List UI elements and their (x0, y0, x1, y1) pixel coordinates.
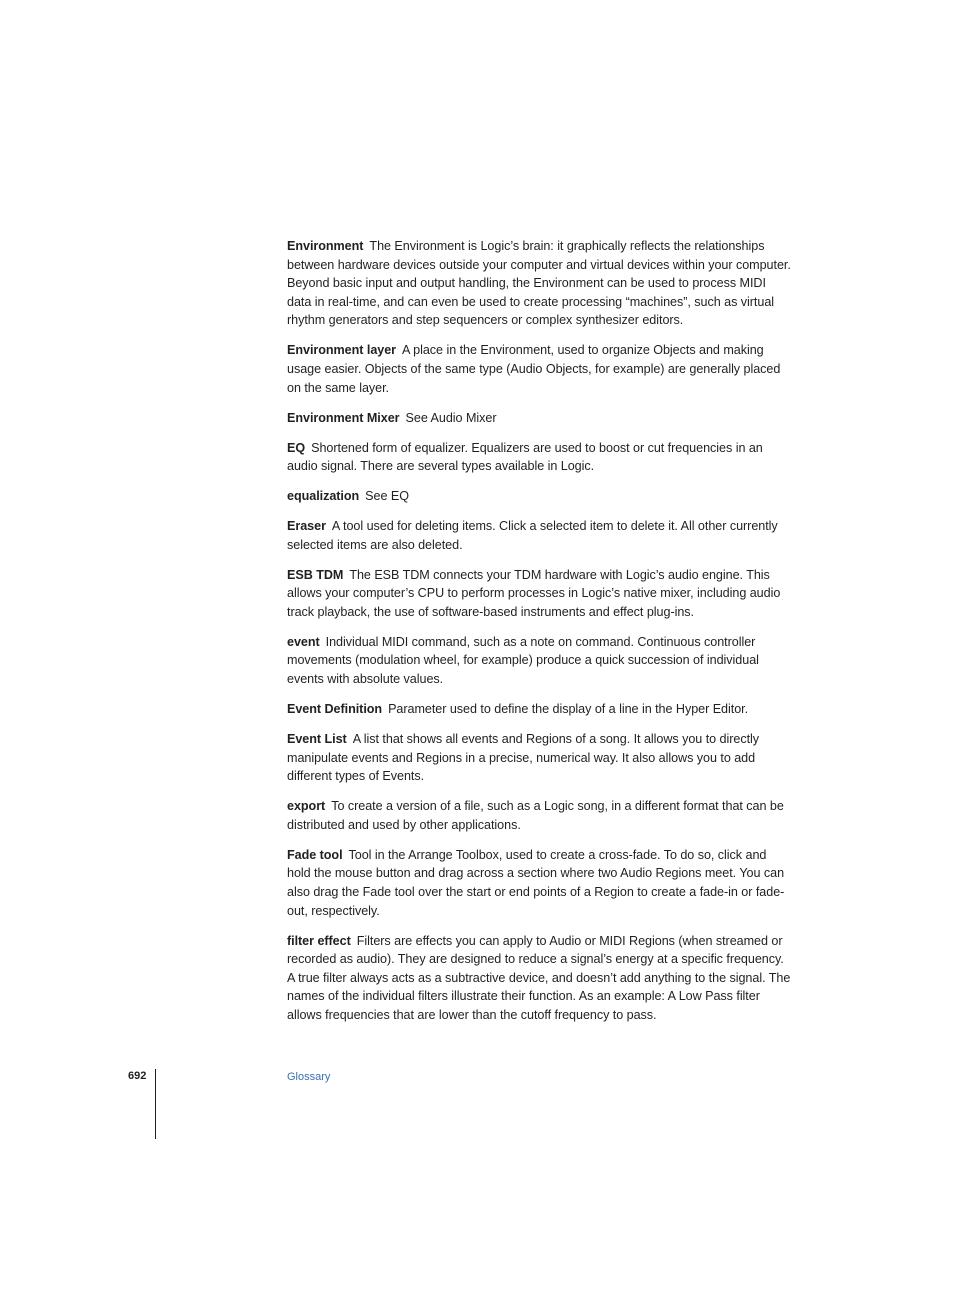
glossary-entry-equalization (287, 487, 793, 506)
glossary-term: Environment Mixer (287, 410, 400, 425)
glossary-term: export (287, 799, 326, 814)
glossary-entry-eq (287, 439, 793, 476)
glossary-definition: Shortened form of equalizer. Equalizers are used to boost or cut frequencies in an audio signal. There are several types available in Logic. (287, 440, 763, 474)
glossary-term: Environment layer (287, 343, 397, 358)
glossary-definition: See EQ (365, 489, 409, 504)
glossary-term: Event Definition (287, 702, 383, 716)
glossary-entry-event-definition (287, 700, 793, 719)
glossary-content (287, 237, 793, 1036)
glossary-definition: A place in the Environment, used to organize Objects and making usage easier. Objects of the same type (Audio Objects, for example) are generally placed on the same layer. (287, 343, 781, 395)
page-number: 692 (128, 1070, 147, 1082)
glossary-term: EQ (287, 440, 306, 455)
glossary-definition: A tool used for deleting items. Click a selected item to delete it. All other currently selected items are also deleted. (287, 519, 778, 552)
glossary-term: ESB TDM (287, 567, 344, 582)
footer-divider (155, 1069, 156, 1139)
glossary-entry-export (287, 797, 793, 834)
glossary-definition: A list that shows all events and Regions of a song. It allows you to directly manipulate events and Regions in a precise, numerical way. It also allows you to add different types of Events. (287, 731, 760, 784)
glossary-entry-filter-effect (287, 932, 793, 1025)
glossary-definition: The Environment is Logic’s brain: it graphically reflects the relationships between hardware devices outside your computer and virtual devices within your computer. Beyond basic input and output handling, the Environment can be used to process MIDI data in real-time, and can even be used to create processing “machines”, such as virtual rhythm generators and step sequencers or complex synthesizer editors. (287, 239, 791, 328)
glossary-entry-event-list (287, 730, 793, 786)
glossary-definition: Individual MIDI command, such as a note on command. Continuous controller movements (modulation wheel, for example) produce a quick succession of individual events with absolute values. (287, 634, 759, 687)
glossary-definition: Tool in the Arrange Toolbox, used to create a cross-fade. To do so, click and hold the mouse button and drag across a section where two Audio Regions meet. You can also drag the Fade tool over the start or end points of a Region to create a fade-in or fade-out, respectively. (287, 847, 785, 918)
glossary-definition: The ESB TDM connects your TDM hardware with Logic’s audio engine. This allows your computer’s CPU to perform processes in Logic’s native mixer, including audio track playback, the use of software-based instruments and effect plug-ins. (287, 567, 781, 619)
glossary-entry-event (287, 633, 793, 689)
glossary-entry-environment-layer (287, 341, 793, 397)
glossary-entry-environment-mixer (287, 409, 793, 428)
glossary-term: Fade tool (287, 847, 343, 862)
glossary-definition: See Audio Mixer (405, 410, 497, 425)
glossary-term: Environment (287, 239, 364, 253)
glossary-definition: Filters are effects you can apply to Audio or MIDI Regions (when streamed or recorded as audio). They are designed to reduce a signal’s energy at a specific frequency. A true filter always acts as a subtractive device, and doesn’t add anything to the signal. The names of the individual filters illustrate their function. As an example: A Low Pass filter allows frequencies that are lower than the cutoff frequency to pass. (287, 933, 791, 1022)
glossary-entry-fade-tool (287, 846, 793, 920)
glossary-entry-esb-tdm (287, 566, 793, 622)
glossary-term: Eraser (287, 519, 326, 534)
glossary-definition: Parameter used to define the display of a line in the Hyper Editor. (388, 702, 749, 716)
glossary-entry-environment (287, 237, 793, 330)
glossary-definition: To create a version of a file, such as a Logic song, in a different format that can be distributed and used by other applications. (287, 799, 784, 832)
glossary-term: event (287, 634, 320, 649)
glossary-term: equalization (287, 489, 360, 504)
section-title: Glossary (287, 1071, 331, 1083)
glossary-entry-eraser (287, 517, 793, 554)
glossary-term: filter effect (287, 933, 351, 948)
glossary-term: Event List (287, 731, 347, 746)
